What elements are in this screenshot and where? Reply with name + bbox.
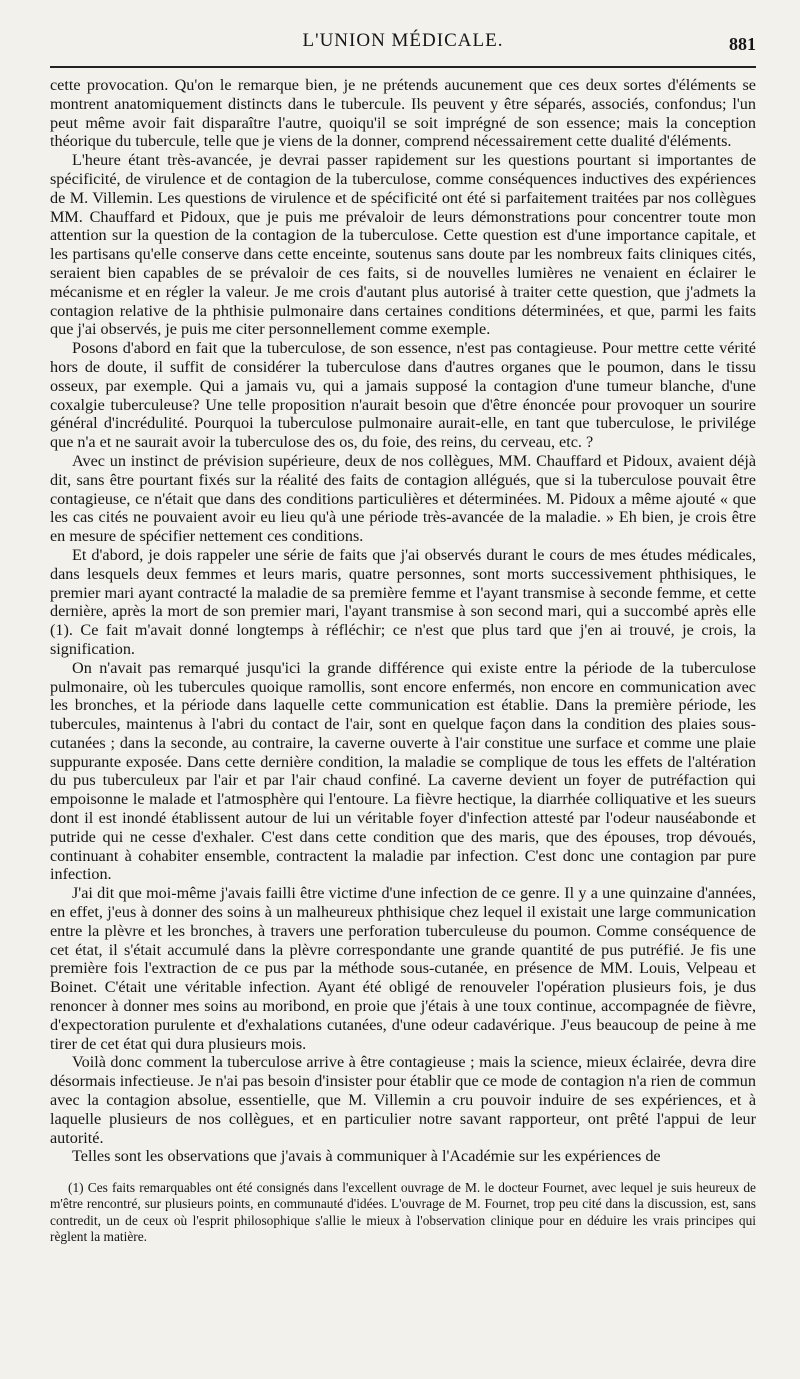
footnotes [50,1180,756,1245]
paragraph: On n'avait pas remarqué jusqu'ici la grande différence qui existe entre la période de la tuberculose pulmonaire, où les tubercules quoique ramollis, sont encore enfermés, non encore en communication avec les bronches, et la période dans laquelle cette communication est établie. Dans la première période, les tubercules, maintenus à l'abri du contact de l'air, sont en quelque façon dans la condition des plaies sous-cutanées ; dans la seconde, au contraire, la caverne ouverte à l'air constitue une surface et comme une plaie suppurante exposée. Dans cette dernière condition, la maladie se complique de tous les effets de l'altération du pus tuberculeux par l'air et par l'air chaud confiné. La caverne devient un foyer de putréfaction qui empoisonne le malade et l'atmosphère qui l'entoure. La fièvre hectique, la diarrhée colliquative et les sueurs dont il est inondé établissent autour de lui un véritable foyer d'infection attesté par l'odeur nauséabonde et putride qui ne cesse d'exhaler. C'est dans cette condition que des maris, que des épouses, trop dévoués, continuant à cohabiter ensemble, contractent la maladie par infection. C'est donc une contagion par pure infection. [50,658,756,884]
paragraph: Avec un instinct de prévision supérieure, deux de nos collègues, MM. Chauffard et Pidoux, avaient déjà dit, sans être pourtant fixés sur la réalité des faits de contagion allégués, que si la tuberculose pouvait être contagieuse, ce n'était que dans des conditions particulières et déterminées. M. Pidoux a même ajouté « que les cas cités ne pouvaient avoir eu lieu qu'à une période très-avancée de la maladie. » Eh bien, je crois être en mesure de spécifier nettement ces conditions. [50,451,756,546]
body-text [50,76,756,1166]
page-number: 881 [729,34,756,54]
paragraph: Voilà donc comment la tuberculose arrive à être contagieuse ; mais la science, mieux éclairée, devra dire désormais infectieuse. Je n'ai pas besoin d'insister pour établir que ce mode de contagion n'a rien de commun avec la contagion absolue, essentielle, que M. Villemin a cru pouvoir induire de ses expériences, et à laquelle plusieurs de nos collègues, et en particulier notre savant rapporteur, ont prêté l'appui de leur autorité. [50,1053,756,1147]
footnote: (1) Ces faits remarquables ont été consignés dans l'excellent ouvrage de M. le docteur Fournet, avec lequel je suis heureux de m'être rencontré, sur plusieurs points, en communauté d'idées. L'ouvrage de M. Fournet, trop peu cité dans la discussion, est, sans contredit, un de ceux où l'esprit philosophique s'allie le mieux à l'observation clinique pour en déduire les vrais principes qui règlent la matière. [50,1180,756,1244]
paragraph: cette provocation. Qu'on le remarque bien, je ne prétends aucunement que ces deux sortes d'éléments se montrent anatomiquement distincts dans le tubercule. Ils peuvent y être séparés, associés, confondus; l'un peut même avoir fait disparaître l'autre, quoiqu'il se soit imprégné de son essence; mais la conception théorique du tubercule, telle que je viens de la donner, comprend nécessairement cette dualité d'éléments. [50,76,756,151]
running-title: L'UNION MÉDICALE. [302,30,504,51]
paragraph: Telles sont les observations que j'avais à communiquer à l'Académie sur les expériences de [72,1147,661,1166]
paragraph: Et d'abord, je dois rappeler une série de faits que j'ai observés durant le cours de mes études médicales, dans lesquels deux femmes et leurs maris, quatre personnes, sont morts successivement phthisiques, le premier mari ayant contracté la maladie de sa première femme et l'ayant transmise à seconde femme, et cette dernière, après la mort de son premier mari, l'ayant transmise à son second mari, qui a succombé après elle (1). Ce fait m'avait donné longtemps à réfléchir; ce n'est que plus tard que j'en ai trouvé, je crois, la signification. [50,545,756,658]
page-header [50,30,756,64]
paragraph: L'heure étant très-avancée, je devrai passer rapidement sur les questions pourtant si importantes de spécificité, de virulence et de contagion de la tuberculose, comme conséquences inductives des expériences de M. Villemin. Les questions de virulence et de spécificité ont été si parfaitement traitées par nos collègues MM. Chauffard et Pidoux, que je puis me prévaloir de leurs démonstrations pour concentrer toute mon attention sur la question de la contagion de la tuberculose. Cette question est d'une importance capitale, et les partisans qu'elle conserve dans cette enceinte, soutenus sans doute par les nombreux faits cliniques cités, seraient bien capables de se prévaloir de ces faits, si de nouvelles lumières ne venaient en éclairer le mécanisme et en régler la valeur. Je me crois d'autant plus autorisé à traiter cette question, que j'admets la contagion relative de la phthisie pulmonaire dans certaines conditions déterminées, et que, parmi les faits que j'ai observés, je puis me citer personnellement comme exemple. [50,151,756,339]
paragraph: Posons d'abord en fait que la tuberculose, de son essence, n'est pas contagieuse. Pour mettre cette vérité hors de doute, il suffit de considérer la tuberculose dans d'autres organes que le poumon, dans le tissu osseux, par exemple. Qui a jamais vu, qui a jamais supposé la contagion d'une tumeur blanche, d'une coxalgie tuberculeuse? Une telle proposition n'aurait besoin que d'être énoncée pour provoquer un sourire général d'incrédulité. Pourquoi la tuberculose pulmonaire aurait-elle, en tant que tuberculose, le privilége que n'a et ne saurait avoir la tuberculose des os, du foie, des reins, du cerveau, etc. ? [50,339,756,452]
paragraph: J'ai dit que moi-même j'avais failli être victime d'une infection de ce genre. Il y a une quinzaine d'années, en effet, j'eus à donner des soins à un malheureux phthisique chez lequel il existait une large communication entre la plèvre et les bronches, à travers une perforation tuberculeuse du poumon. Comme conséquence de cet état, il s'était accumulé dans la plèvre correspondante une grande quantité de pus putréfié. Je fis une première fois l'extraction de ce pus par la méthode sous-cutanée, en présence de MM. Louis, Velpeau et Boinet. C'était une véritable infection. Ayant été obligé de renouveler l'opération plusieurs fois, je dus renoncer à donner mes soins au moribond, en proie que j'étais à une toux continue, accompagnée de fièvre, d'expectoration purulente et d'exhalations cutanées, d'une odeur cadavérique. J'eus beaucoup de peine à me tirer de cet état qui dura plusieurs mois. [50,884,756,1053]
header-rule [50,66,756,68]
